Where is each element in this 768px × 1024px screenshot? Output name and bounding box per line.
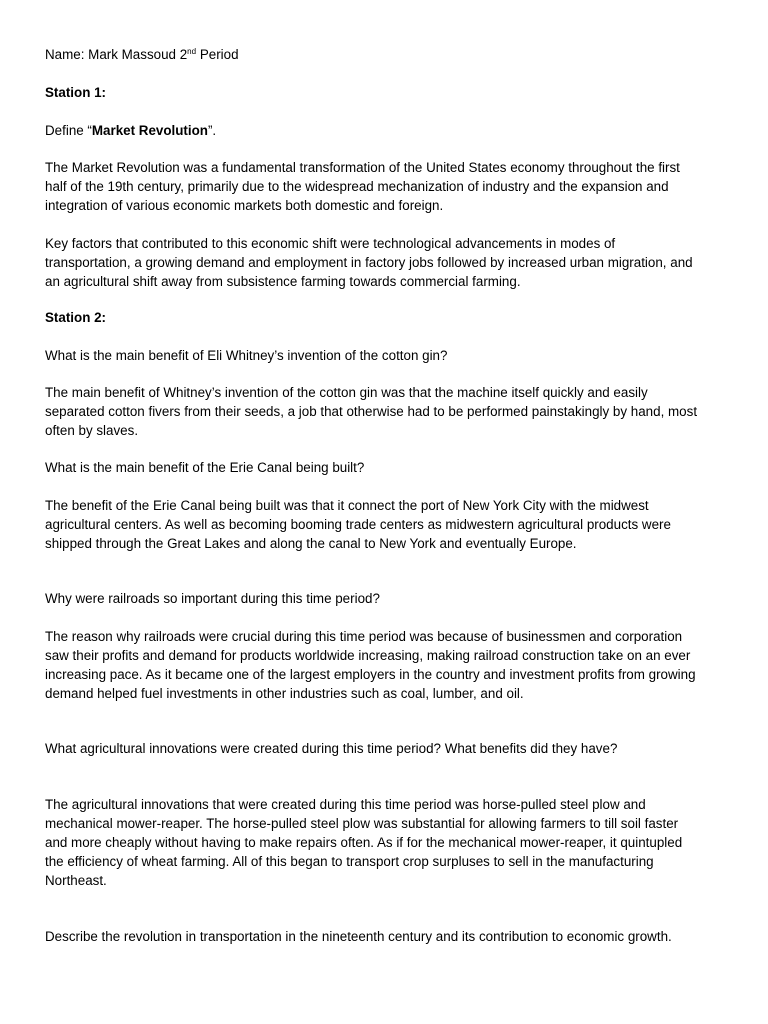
paragraph-line: demand helped fuel investments in other industries such as coal, lumber, and oil. bbox=[45, 686, 524, 701]
question-erie-canal: What is the main benefit of the Erie Canal being built? bbox=[45, 460, 365, 475]
paragraph-line: Northeast. bbox=[45, 873, 107, 888]
student-name-line bbox=[45, 45, 735, 64]
paragraph-line: The main benefit of Whitney’s invention of the cotton gin was that the machine itself quickly and easily bbox=[45, 385, 648, 400]
paragraph-line: The reason why railroads were crucial during this time period was because of businessmen and corporation bbox=[45, 629, 683, 644]
name-label: Name: bbox=[45, 47, 89, 62]
question-cotton-gin: What is the main benefit of Eli Whitney’s invention of the cotton gin? bbox=[45, 348, 448, 363]
student-name: Mark Massoud bbox=[88, 47, 176, 62]
period-suffix: nd bbox=[187, 47, 197, 56]
paragraph-line: and more cheaply without having to make repairs often. As if for the mechanical mower-reaper, it quintupled bbox=[45, 835, 683, 850]
paragraph-line: The Market Revolution was a fundamental transformation of the United States economy throughout the first bbox=[45, 160, 680, 175]
paragraph-line: saw their profits and demand for products worldwide increasing, making railroad construction take on an ever bbox=[45, 648, 691, 663]
paragraph-line: Key factors that contributed to this economic shift were technological advancements in modes of bbox=[45, 236, 616, 251]
question-transportation: Describe the revolution in transportation in the nineteenth century and its contribution to economic growth. bbox=[45, 929, 672, 944]
paragraph-line: half of the 19th century, primarily due to the widespread mechanization of industry and the expansion and bbox=[45, 179, 669, 194]
paragraph-line: transportation, a growing demand and employment in factory jobs followed by increased urban migration, and bbox=[45, 255, 693, 270]
paragraph-line: often by slaves. bbox=[45, 423, 139, 438]
question-railroads: Why were railroads so important during this time period? bbox=[45, 591, 380, 606]
paragraph-line: the efficiency of wheat farming. All of this began to transport crop surpluses to sell in the manufacturing bbox=[45, 854, 654, 869]
station-1-heading: Station 1: bbox=[45, 85, 107, 100]
paragraph-line: integration of various economic markets both domestic and foreign. bbox=[45, 198, 444, 213]
paragraph-line: mechanical mower-reaper. The horse-pulled steel plow was substantial for allowing farmers to till soil faster bbox=[45, 816, 679, 831]
station-2-heading: Station 2: bbox=[45, 310, 107, 325]
paragraph-line: The agricultural innovations that were created during this time period was horse-pulled steel plow and bbox=[45, 797, 646, 812]
paragraph-line: separated cotton fivers from their seeds, a job that otherwise had to be performed painstakingly by hand, most bbox=[45, 404, 698, 419]
question-agricultural-innovations: What agricultural innovations were created during this time period? What benefits did they have? bbox=[45, 741, 618, 756]
paragraph-line: agricultural centers. As well as becoming booming trade centers as midwestern agricultural products were bbox=[45, 517, 671, 532]
defined-term: Market Revolution bbox=[91, 123, 208, 138]
paragraph-line: The benefit of the Erie Canal being built was that it connect the port of New York City with the midwest bbox=[45, 498, 649, 513]
paragraph-line: shipped through the Great Lakes and along the canal to New York and eventually Europe. bbox=[45, 536, 577, 551]
paragraph-line: increasing pace. As it became one of the largest employers in the country and investment profits from growing bbox=[45, 667, 696, 682]
station-1-prompt: Define “Market Revolution”. bbox=[45, 123, 217, 138]
period-label: Period bbox=[199, 47, 239, 62]
paragraph-line: an agricultural shift away from subsistence farming towards commercial farming. bbox=[45, 274, 521, 289]
period-number: 2 bbox=[179, 47, 188, 62]
